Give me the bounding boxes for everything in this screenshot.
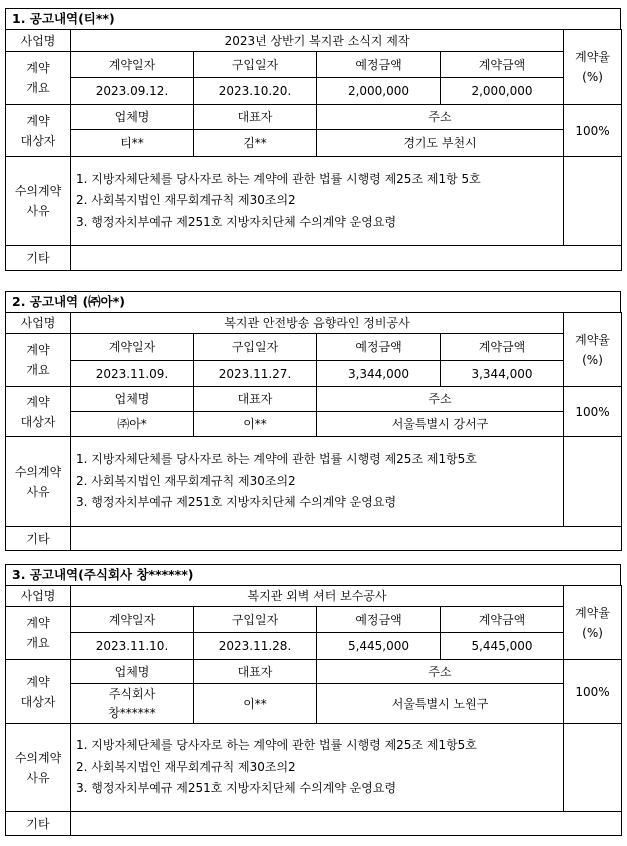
rate-header xyxy=(564,30,622,105)
contract-date-header: 계약일자 xyxy=(71,334,194,361)
ceo-value: 김** xyxy=(194,130,317,157)
rate-unit: (%) xyxy=(582,70,603,84)
notice-table xyxy=(5,312,622,551)
reason-item: 1. 지방자체단체를 당사자로 하는 계약에 관한 법률 시행령 제25조 제1항 5호 xyxy=(76,171,481,186)
rate-header xyxy=(564,313,622,387)
notice-table xyxy=(5,29,622,271)
reason-item: 3. 행정자치부예규 제251호 지방자치단체 수의계약 운영요령 xyxy=(76,495,397,510)
estimated-amount-header: 예정금액 xyxy=(317,334,441,361)
reason-item: 2. 사회복지법인 재무회계규칙 제30조의2 xyxy=(76,193,296,208)
estimated-amount-value: 2,000,000 xyxy=(317,78,441,105)
etc-label: 기타 xyxy=(6,527,71,551)
contract-party-label: 계약 대상자 xyxy=(6,387,71,437)
address-header: 주소 xyxy=(317,660,564,684)
reason-list xyxy=(71,437,564,527)
etc-label: 기타 xyxy=(6,246,71,271)
business-name-value: 복지관 외벽 셔터 보수공사 xyxy=(71,586,564,607)
contract-amount-header: 계약금액 xyxy=(441,334,564,361)
reason-label: 수의계약 사유 xyxy=(6,157,71,246)
estimated-amount-header: 예정금액 xyxy=(317,52,441,78)
contract-date-value: 2023.11.10. xyxy=(71,633,194,660)
company-header: 업체명 xyxy=(71,105,194,130)
business-name-label: 사업명 xyxy=(6,30,71,52)
ceo-value: 이** xyxy=(194,412,317,437)
rate-unit: (%) xyxy=(582,625,603,640)
reason-item: 1. 지방자체단체를 당사자로 하는 계약에 관한 법률 시행령 제25조 제1항5호 xyxy=(76,452,477,467)
reason-item: 2. 사회복지법인 재무회계규칙 제30조의2 xyxy=(76,759,296,774)
rate-value: 100% xyxy=(564,105,622,157)
company-header: 업체명 xyxy=(71,387,194,412)
company-value-line: 주식회사 xyxy=(108,686,156,701)
business-name-label: 사업명 xyxy=(6,313,71,334)
purchase-date-value: 2023.10.20. xyxy=(194,78,317,105)
address-header: 주소 xyxy=(317,105,564,130)
purchase-date-header: 구입일자 xyxy=(194,334,317,361)
contract-date-header: 계약일자 xyxy=(71,607,194,633)
ceo-header: 대표자 xyxy=(194,387,317,412)
rate-label: 계약율 xyxy=(575,332,610,347)
contract-party-label: 계약 대상자 xyxy=(6,660,71,724)
reason-item: 1. 지방자체단체를 당사자로 하는 계약에 관한 법률 시행령 제25조 제1항5호 xyxy=(76,738,477,753)
company-value-line: 창****** xyxy=(108,705,156,720)
rate-value: 100% xyxy=(564,387,622,437)
contract-amount-header: 계약금액 xyxy=(441,607,564,633)
purchase-date-value: 2023.11.28. xyxy=(194,633,317,660)
address-value: 서울특별시 강서구 xyxy=(317,412,564,437)
reason-rate-empty xyxy=(564,724,622,812)
contract-amount-value: 5,445,000 xyxy=(441,633,564,660)
reason-rate-empty xyxy=(564,157,622,246)
ceo-value: 이** xyxy=(194,684,317,724)
reason-item: 3. 행정자치부예규 제251호 지방자치단체 수의계약 운영요령 xyxy=(76,781,397,796)
reason-rate-empty xyxy=(564,437,622,527)
contract-overview-label: 계약 개요 xyxy=(6,334,71,387)
rate-header xyxy=(564,586,622,660)
notice-2 xyxy=(5,291,621,551)
purchase-date-header: 구입일자 xyxy=(194,52,317,78)
contract-date-value: 2023.09.12. xyxy=(71,78,194,105)
business-name-label: 사업명 xyxy=(6,586,71,607)
contract-party-label: 계약 대상자 xyxy=(6,105,71,157)
notice-1 xyxy=(5,8,621,271)
estimated-amount-value: 5,445,000 xyxy=(317,633,441,660)
notice-title: 3. 공고내역(주식회사 창******) xyxy=(5,564,621,586)
address-header: 주소 xyxy=(317,387,564,412)
address-value: 서울특별시 노원구 xyxy=(317,684,564,724)
estimated-amount-value: 3,344,000 xyxy=(317,361,441,387)
contract-date-value: 2023.11.09. xyxy=(71,361,194,387)
company-header: 업체명 xyxy=(71,660,194,684)
purchase-date-value: 2023.11.27. xyxy=(194,361,317,387)
notice-title: 1. 공고내역(티**) xyxy=(5,8,621,30)
business-name-value: 2023년 상반기 복지관 소식지 제작 xyxy=(71,30,564,52)
etc-value xyxy=(71,246,622,271)
company-value: 티** xyxy=(71,130,194,157)
rate-label: 계약율 xyxy=(575,605,610,620)
contract-amount-value: 3,344,000 xyxy=(441,361,564,387)
rate-label: 계약율 xyxy=(575,50,610,64)
estimated-amount-header: 예정금액 xyxy=(317,607,441,633)
contract-overview-label: 계약 개요 xyxy=(6,607,71,660)
etc-value xyxy=(71,527,622,551)
company-value: ㈜아* xyxy=(71,412,194,437)
ceo-header: 대표자 xyxy=(194,660,317,684)
business-name-value: 복지관 안전방송 음향라인 정비공사 xyxy=(71,313,564,334)
contract-date-header: 계약일자 xyxy=(71,52,194,78)
address-value: 경기도 부천시 xyxy=(317,130,564,157)
purchase-date-header: 구입일자 xyxy=(194,607,317,633)
reason-item: 2. 사회복지법인 재무회계규칙 제30조의2 xyxy=(76,473,296,488)
reason-label: 수의계약 사유 xyxy=(6,724,71,812)
reason-list xyxy=(71,724,564,812)
notice-table xyxy=(5,585,622,836)
etc-label: 기타 xyxy=(6,812,71,836)
contract-amount-value: 2,000,000 xyxy=(441,78,564,105)
rate-unit: (%) xyxy=(582,352,603,367)
contract-overview-label: 계약 개요 xyxy=(6,52,71,105)
contract-amount-header: 계약금액 xyxy=(441,52,564,78)
etc-value xyxy=(71,812,622,836)
company-value xyxy=(71,684,194,724)
ceo-header: 대표자 xyxy=(194,105,317,130)
notice-title: 2. 공고내역 (㈜아*) xyxy=(5,291,621,313)
reason-list xyxy=(71,157,564,246)
rate-value: 100% xyxy=(564,660,622,724)
notice-3 xyxy=(5,564,621,836)
reason-item: 3. 행정자치부예규 제251호 지방자치단체 수의계약 운영요령 xyxy=(76,214,397,229)
reason-label: 수의계약 사유 xyxy=(6,437,71,527)
